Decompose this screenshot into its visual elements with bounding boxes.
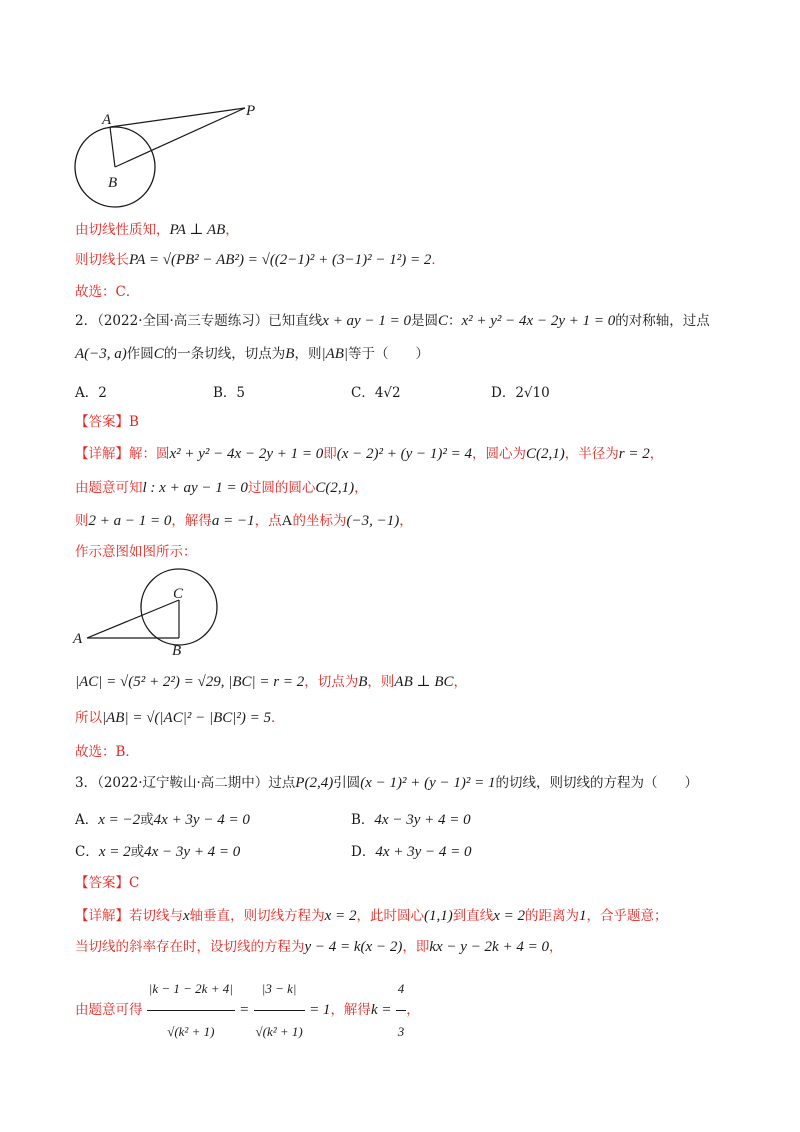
figure-tangent-a	[65, 560, 235, 660]
label-b: B	[108, 175, 118, 191]
q2-detail4: 作示意图如图所示：	[75, 544, 197, 560]
q2-option-a: A．2	[75, 385, 107, 401]
q3-option-d: D．4x + 3y − 4 = 0	[351, 844, 472, 860]
label-p: P	[246, 103, 256, 119]
q3-detail3: 由题意可得 $\frac{|k - 1 - 2k + 4|}{\text{√(k² + 1)}}$ = $\frac{|3 - k|}{\text{√(k² + 1)}}$ = 1，解得k = $\frac{4}{3}$ ，	[75, 968, 420, 1053]
q3-detail1: 【详解】若切线与x轴垂直，则切线方程为x = 2，此时圆心(1,1)到直线x = 2的距离为1，合乎题意；	[75, 908, 668, 924]
q2-detail3: 则2 + a − 1 = 0，解得a = −1，点A的坐标为(−3, −1)，	[75, 513, 413, 529]
q2-detail5: |AC| = √(5² + 2²) = √29, |BC| = r = 2，切点为B，则AB ⊥ BC，	[75, 674, 468, 690]
q3-option-c: C．x = 2或4x − 3y + 4 = 0	[75, 844, 241, 860]
q2-detail2: 由题意可知l : x + ay − 1 = 0过圆的圆心C(2,1)，	[75, 480, 368, 496]
q2-detail1: 【详解】解：圆x² + y² − 4x − 2y + 1 = 0即(x − 2)² + (y − 1)² = 4，圆心为C(2,1)，半径为r = 2，	[75, 446, 664, 462]
fraction-1: $\frac{|k - 1 - 2k + 4|}{\text{√(k² + 1)}}$	[147, 968, 235, 1053]
segment-ac	[87, 600, 179, 638]
label-a: A	[102, 112, 112, 128]
s1-line2: 则切线长PA = √(PB² − AB²) = √((2−1)² + (3−1)² − 1²) = 2．	[75, 252, 445, 268]
label-a2: A	[73, 631, 83, 647]
q2-line1: 2．（2022·全国·高三专题练习）已知直线x + ay − 1 = 0是圆C：x² + y² − 4x − 2y + 1 = 0的对称轴，过点	[75, 313, 710, 329]
label-c2: C	[173, 586, 184, 602]
q2-option-c: C．4√2	[351, 385, 401, 401]
q2-line2: A(−3, a)作圆C的一条切线，切点为B，则|AB|等于（ ）	[75, 346, 430, 362]
q2-detail6: 所以|AB| = √(|AC|² − |BC|²) = 5．	[75, 710, 285, 726]
fraction-2: $\frac{|3 - k|}{\text{√(k² + 1)}}$	[254, 968, 305, 1053]
q3-detail2: 当切线的斜率存在时，设切线的方程为y − 4 = k(x − 2)，即kx − y − 2k + 4 = 0，	[75, 939, 563, 955]
fraction-3: $\frac{4}{3}$	[396, 968, 407, 1053]
q2-detail7: 故选：B．	[75, 744, 139, 760]
q2-answer: 【答案】B	[75, 414, 139, 430]
q2-option-b: B．5	[213, 385, 246, 401]
label-b2: B	[172, 643, 182, 659]
q3-line1: 3．（2022·辽宁鞍山·高二期中）过点P(2,4)引圆(x − 1)² + (y − 1)² = 1的切线，则切线的方程为（ ）	[75, 775, 698, 791]
s1-line3: 故选：C．	[75, 284, 140, 300]
q3-option-b: B．4x − 3y + 4 = 0	[351, 812, 471, 828]
q3-option-a: A．x = −2或4x + 3y − 4 = 0	[75, 812, 250, 828]
s1-line1: 由切线性质知，PA ⊥ AB，	[75, 222, 239, 238]
q2-option-d: D．2√10	[491, 385, 550, 401]
segment-ab	[110, 127, 115, 167]
q3-answer: 【答案】C	[75, 875, 140, 891]
figure-tangent-p	[60, 95, 280, 215]
